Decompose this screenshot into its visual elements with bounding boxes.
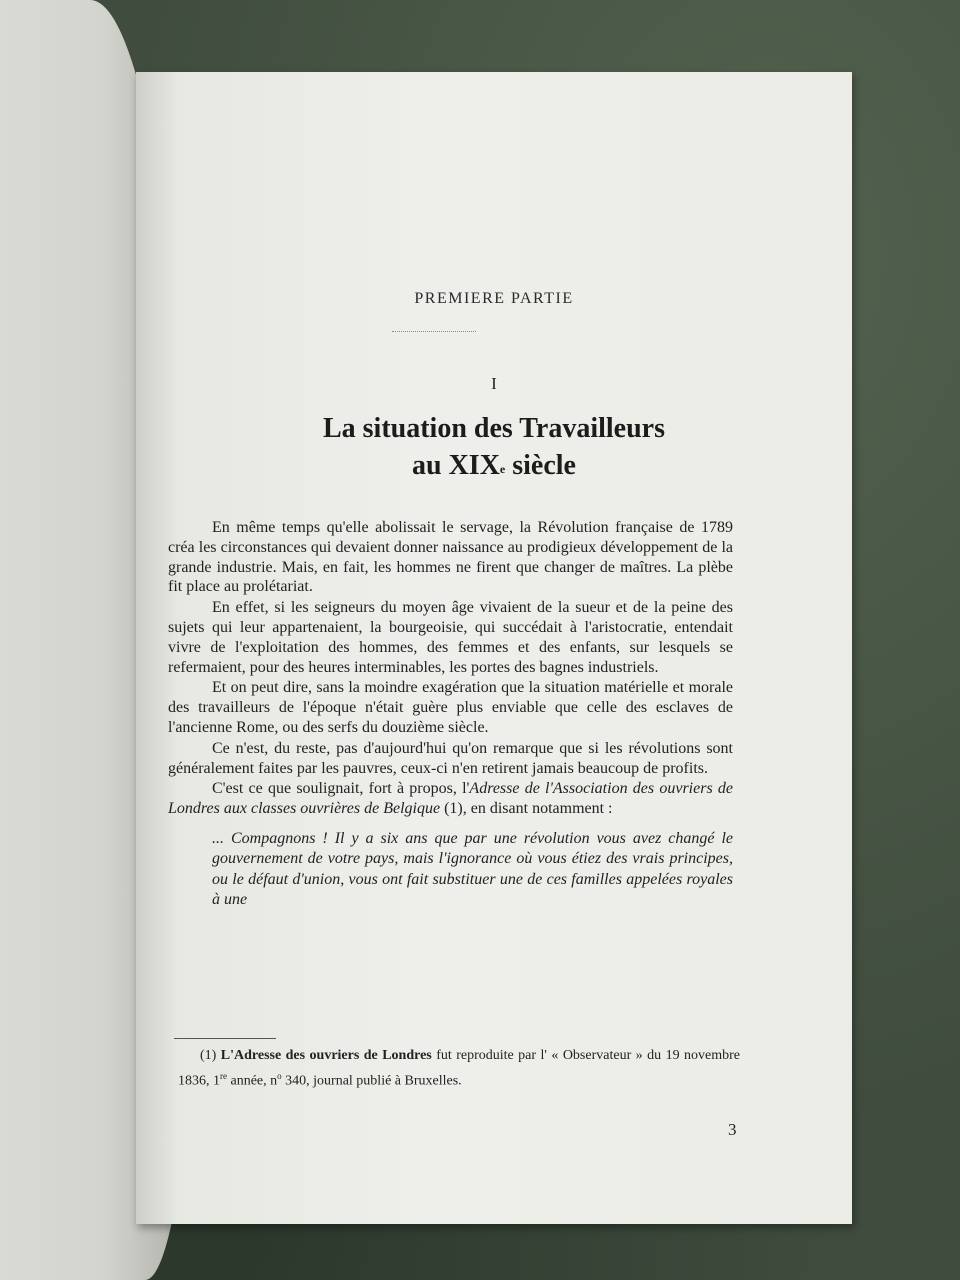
page-number: 3 bbox=[728, 1120, 737, 1139]
title-line-1: La situation des Travailleurs bbox=[322, 413, 665, 444]
title-line-2-pre: au XIX bbox=[412, 450, 500, 481]
footnote-bold: L'Adresse des ouvriers de Londres bbox=[220, 1048, 432, 1063]
footnote-text-1: fut reproduite par l' « Observateur » du 19 novembre 1836, 1 bbox=[178, 1048, 741, 1089]
footnote bbox=[178, 1046, 740, 1092]
book-page bbox=[136, 72, 852, 1224]
paragraph: Et on peut dire, sans la moindre exagération que la situation matérielle et morale des travailleurs de l'époque n'était guère plus enviable que celle des esclaves de l'ancienne Rome, ou des serfs du douzième siècle. bbox=[168, 679, 733, 736]
paragraph bbox=[168, 779, 733, 819]
chapter-title bbox=[136, 410, 852, 484]
footnote-text-2: année, n bbox=[227, 1073, 278, 1089]
ornament-rule bbox=[392, 331, 476, 332]
footnote-sup-2: o bbox=[277, 1071, 282, 1081]
footnote-sup-1: re bbox=[220, 1071, 227, 1081]
title-line-2 bbox=[136, 447, 852, 484]
para5-pre: C'est ce que soulignait, fort à propos, l' bbox=[212, 780, 470, 798]
footnote-text-3: 340, journal publié à Bruxelles. bbox=[281, 1073, 462, 1089]
quotation: ... Compagnons ! Il y a six ans que par une révolution vous avez changé le gouvernement de votre pays, mais l'ignorance où vous étiez des vrais principes, ou le défaut d'union, vous ont fait substituer une de ces familles appelées royales à une bbox=[212, 829, 733, 909]
chapter-number: I bbox=[491, 374, 497, 393]
footnote-marker: (1) bbox=[200, 1048, 221, 1063]
paragraph: En effet, si les seigneurs du moyen âge vivaient de la sueur et de la peine des sujets qui leur appartenaient, la bourgeoisie, qui succédait à l'aristocratie, entendait vivre de l'exploitation des hommes, des femmes et des enfants, sur lesquels se refermaient, pour des heures interminables, les portes des bagnes industriels. bbox=[168, 599, 733, 676]
title-superscript: e bbox=[499, 462, 506, 476]
title-line-2-post: siècle bbox=[505, 450, 576, 481]
body-text bbox=[168, 518, 733, 911]
para5-post: (1), en disant notamment : bbox=[440, 800, 613, 818]
paragraph: En même temps qu'elle abolissait le servage, la Révolution française de 1789 créa les circonstances qui devaient donner naissance au prodigieux développement de la grande industrie. Mais, en fait, les hommes ne firent que changer de maîtres. La plèbe fit place au prolétariat. bbox=[168, 519, 733, 596]
footnote-rule bbox=[174, 1038, 276, 1039]
paragraph: Ce n'est, du reste, pas d'aujourd'hui qu'on remarque que si les révolutions sont généralement faites par les pauvres, ceux-ci n'en retirent jamais beaucoup de profits. bbox=[168, 739, 733, 777]
part-heading: PREMIERE PARTIE bbox=[414, 290, 574, 307]
para5-italic: Adresse de l'Association des ouvriers de Londres aux classes ouvrières de Belgique bbox=[168, 780, 734, 818]
